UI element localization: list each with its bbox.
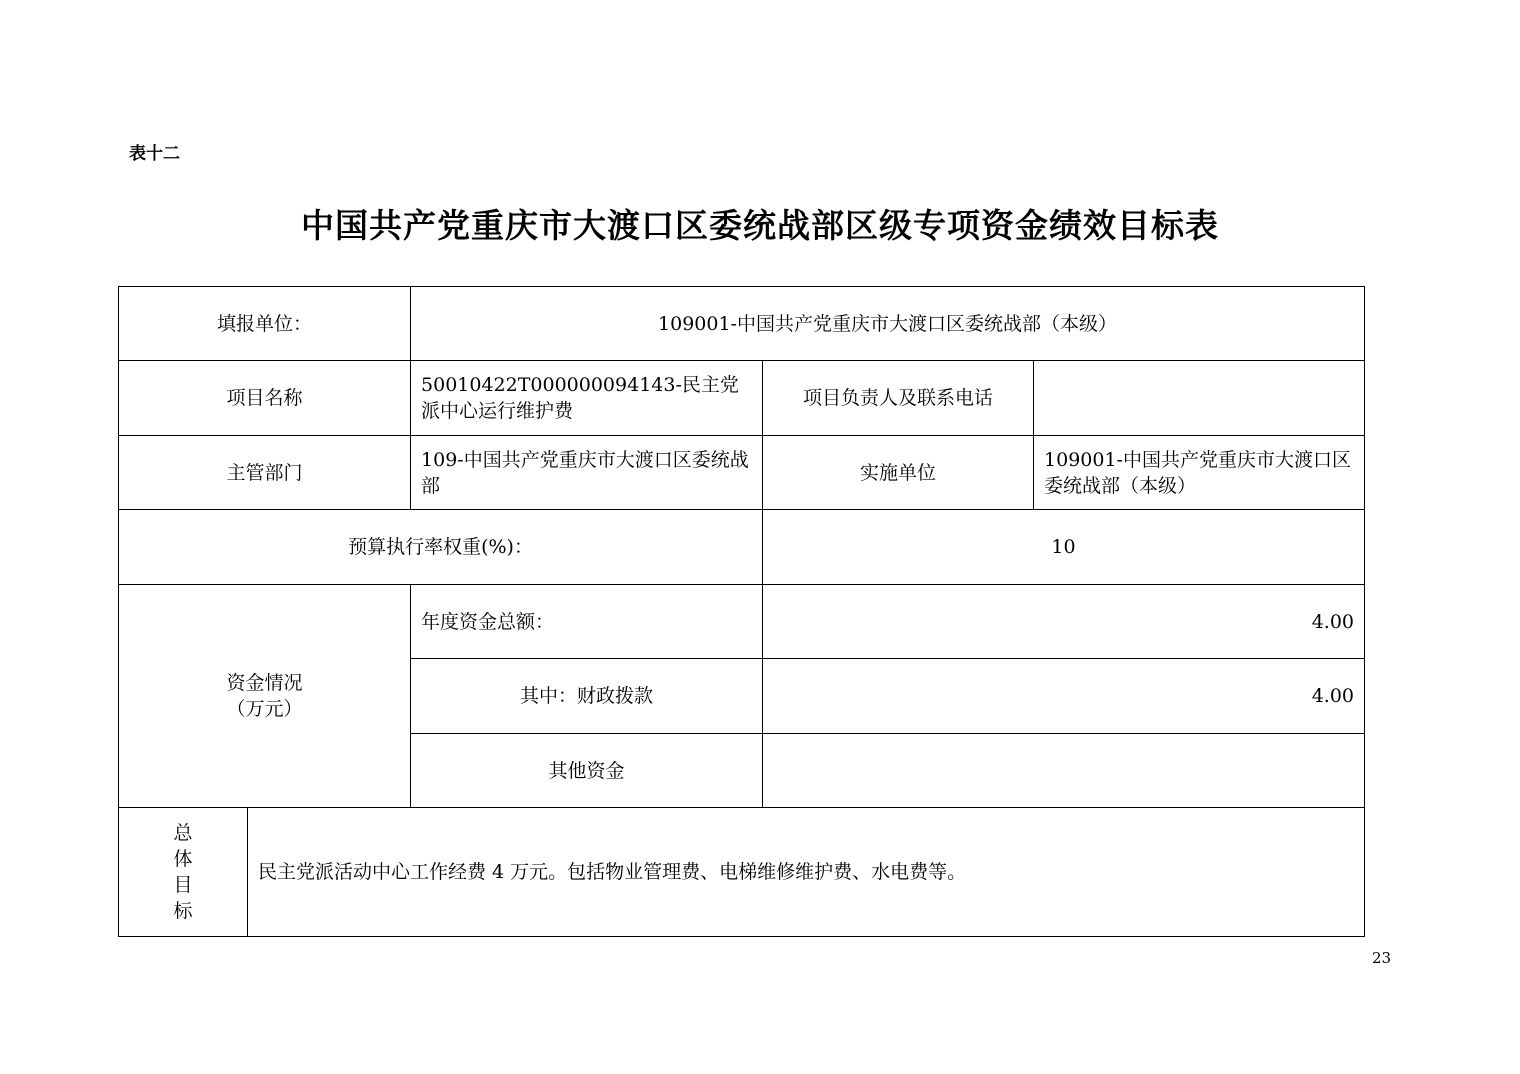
project-contact-value	[1034, 361, 1365, 436]
budget-weight-value: 10	[763, 510, 1365, 585]
overall-goal-label	[119, 808, 248, 937]
funding-label-line1: 资金情况	[226, 672, 303, 694]
other-funds-value	[763, 734, 1365, 808]
overall-goal-value: 民主党派活动中心工作经费 4 万元。包括物业管理费、电梯维修维护费、水电费等。	[248, 808, 1365, 937]
implementing-unit-value: 109001-中国共产党重庆市大渡口区委统战部（本级）	[1034, 436, 1365, 510]
goal-label-char: 标	[173, 900, 193, 922]
page-title: 中国共产党重庆市大渡口区委统战部区级专项资金绩效目标表	[301, 206, 1219, 245]
annual-total-value: 4.00	[763, 585, 1365, 659]
performance-goal-table	[118, 286, 1365, 937]
other-funds-label: 其他资金	[411, 734, 763, 808]
department-value: 109-中国共产党重庆市大渡口区委统战部	[411, 436, 763, 510]
table-row	[119, 287, 1365, 361]
project-contact-label: 项目负责人及联系电话	[763, 361, 1034, 436]
table-row	[119, 436, 1365, 510]
table-row	[119, 361, 1365, 436]
reporting-unit-value: 109001-中国共产党重庆市大渡口区委统战部（本级）	[411, 287, 1365, 361]
reporting-unit-label: 填报单位：	[119, 287, 411, 361]
goal-label-char: 体	[173, 848, 193, 870]
goal-label-char: 目	[173, 874, 193, 896]
project-name-value: 50010422T000000094143-民主党派中心运行维护费	[411, 361, 763, 436]
annual-total-label: 年度资金总额：	[411, 585, 763, 659]
implementing-unit-label: 实施单位	[763, 436, 1034, 510]
table-row	[119, 585, 1365, 659]
fiscal-value: 4.00	[763, 659, 1365, 734]
table-row	[119, 510, 1365, 585]
table-label: 表十二	[129, 144, 180, 164]
page-number: 23	[1372, 949, 1392, 967]
funding-label-line2: （万元）	[226, 698, 303, 720]
department-label: 主管部门	[119, 436, 411, 510]
fiscal-label: 其中：财政拨款	[411, 659, 763, 734]
funding-label	[119, 585, 411, 808]
project-name-label: 项目名称	[119, 361, 411, 436]
table-row	[119, 808, 1365, 937]
budget-weight-label: 预算执行率权重(%)：	[119, 510, 763, 585]
goal-label-char: 总	[173, 822, 193, 844]
